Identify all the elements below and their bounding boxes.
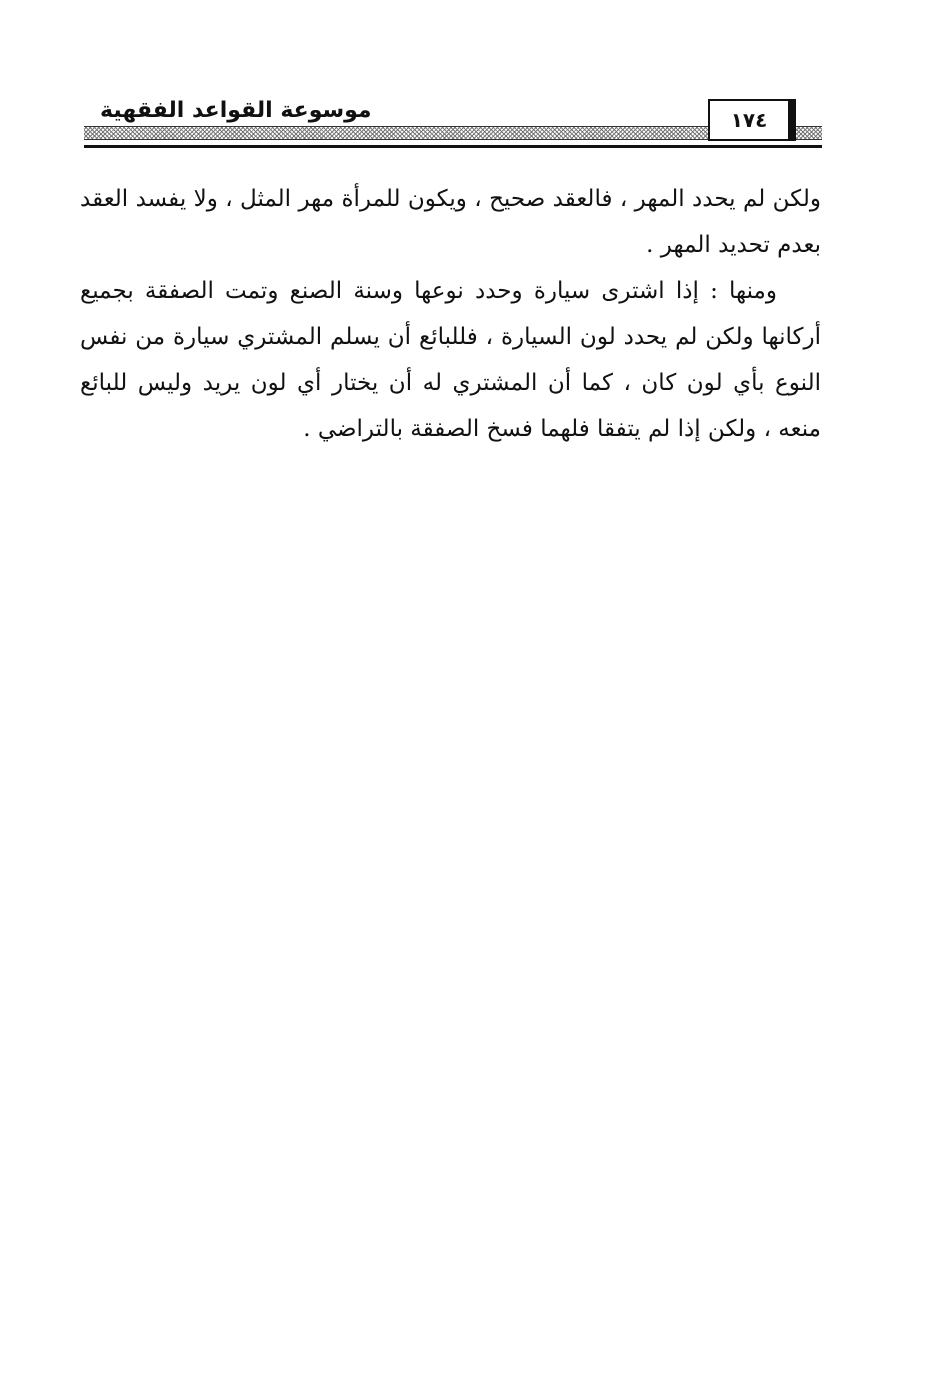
page-number: ١٧٤ <box>730 108 768 132</box>
page-header <box>84 96 822 156</box>
running-title: موسوعة القواعد الفقهية <box>94 96 378 126</box>
body-text <box>80 176 821 452</box>
paragraph-continuation: ولكن لم يحدد المهر ، فالعقد صحيح ، ويكون للمرأة مهر المثل ، ولا يفسد العقد بعدم تحديد المهر . <box>80 186 821 258</box>
paragraph-example: ومنها : إذا اشترى سيارة وحدد نوعها وسنة الصنع وتمت الصفقة بجميع أركانها ولكن لم يحدد لون السيارة ، فللبائع أن يسلم المشتري سيارة من نفس النوع بأي لون كان ، كما أن المشتري له أن يختار أي لون يريد وليس للبائع منعه ، ولكن إذا لم يتفقا فلهما فسخ الصفقة بالتراضي . <box>80 278 821 442</box>
page-number-box <box>708 99 790 141</box>
header-rule <box>84 145 822 148</box>
